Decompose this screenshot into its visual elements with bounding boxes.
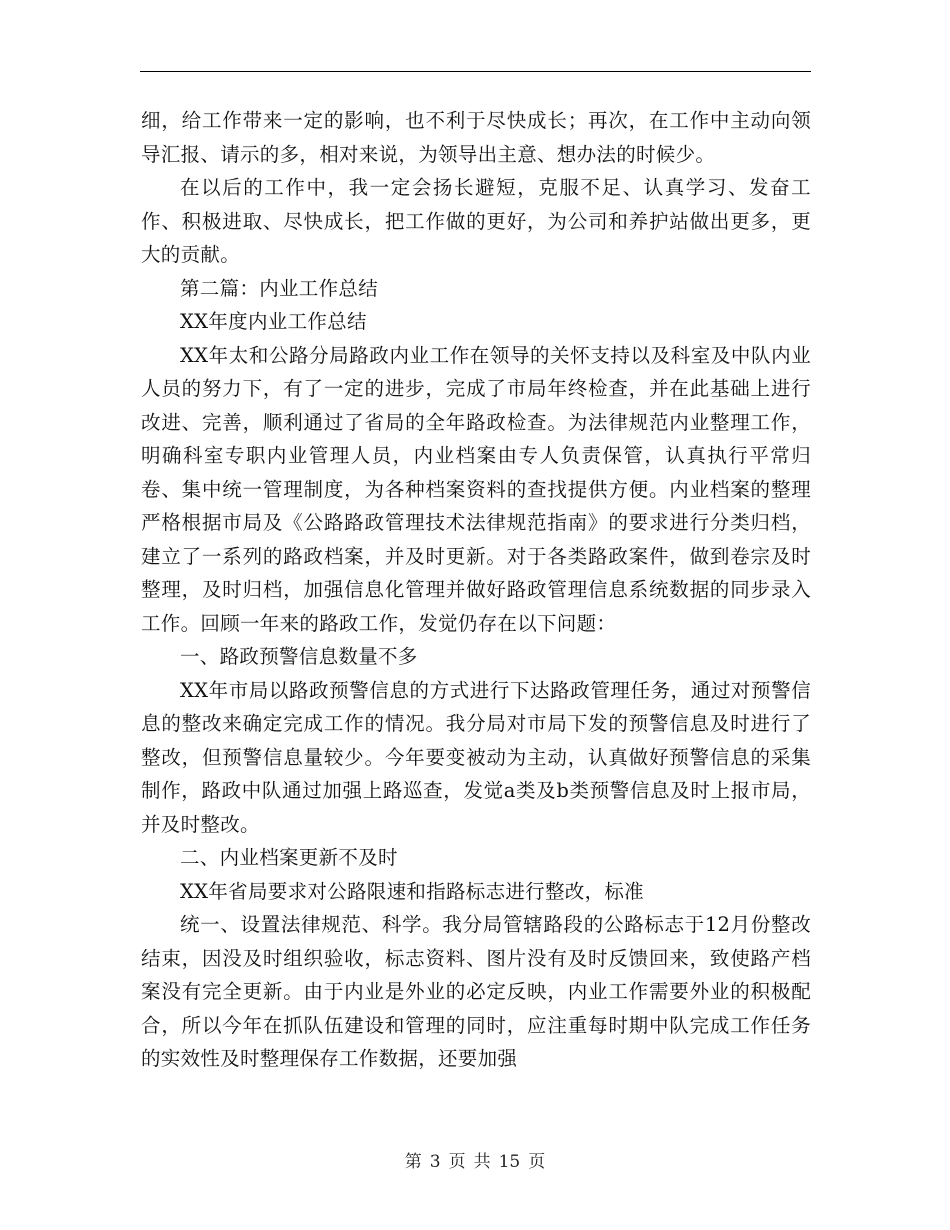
paragraph-issue-2b: 统一、设置法律规范、科学。我分局管辖路段的公路标志于12月份整改结束，因没及时组织验收，标志资料、图片没有及时反馈回来，致使路产档案没有完全更新。由于内业是外业的必定反映，内业工作需要外业的积极配合，所以今年在抓队伍建设和管理的同时，应注重每时期中队完成工作任务的实效性及时整理保存工作数据，还要加强 xyxy=(141,913,811,1070)
paragraph-2: 在以后的工作中，我一定会扬长避短，克服不足、认真学习、发奋工作、积极进取、尽快成长，把工作做的更好，为公司和养护站做出更多，更大的贡献。 xyxy=(141,176,811,266)
footer-suffix: 页 xyxy=(528,1152,546,1172)
paragraph-issue-1: XX年市局以路政预警信息的方式进行下达路政管理任务，通过对预警信息的整改来确定完成工作的情况。我分局对市局下发的预警信息及时进行了整改，但预警信息量较少。今年要变被动为主动，认真做好预警信息的采集制作，路政中队通过加强上路巡查，发觉a类及b类预警信息及时上报市局，并及时整改。 xyxy=(141,678,811,836)
footer-prefix: 第 xyxy=(404,1152,422,1172)
footer-current-page: 3 xyxy=(429,1152,441,1172)
paragraph-issue-2a: XX年省局要求对公路限速和指路标志进行整改，标准 xyxy=(180,879,644,903)
issue-heading-1: 一、路政预警信息数量不多 xyxy=(180,645,418,668)
footer-page-unit: 页 xyxy=(448,1152,466,1172)
header-rule xyxy=(140,71,811,72)
section-heading-2: 第二篇：内业工作总结 xyxy=(180,276,379,300)
paragraph-1: 细，给工作带来一定的影响，也不利于尽快成长；再次，在工作中主动向领导汇报、请示的多，相对来说，为领导出主意、想办法的时候少。 xyxy=(141,109,811,166)
issue-heading-2: 二、内业档案更新不及时 xyxy=(180,846,398,869)
paragraph-intro: XX年太和公路分局路政内业工作在领导的关怀支持以及科室及中队内业人员的努力下，有了一定的进步，完成了市局年终检查，并在此基础上进行改进、完善，顺利通过了省局的全年路政检查。为法律规范内业整理工作，明确科室专职内业管理人员，内业档案由专人负责保管，认真执行平常归卷、集中统一管理制度，为各种档案资料的查找提供方便。内业档案的整理严格根据市局及《公路路政管理技术法律规范指南》的要求进行分类归档，建立了一系列的路政档案，并及时更新。对于各类路政案件，做到卷宗及时整理，及时归档，加强信息化管理并做好路政管理信息系统数据的同步录入工作。回顾一年来的路政工作，发觉仍存在以下问题： xyxy=(141,343,811,635)
page-footer xyxy=(0,1150,950,1174)
footer-total-word: 共 xyxy=(473,1152,491,1172)
report-title: XX年度内业工作总结 xyxy=(180,310,367,333)
footer-total-pages: 15 xyxy=(498,1152,521,1172)
document-body xyxy=(141,104,811,1076)
